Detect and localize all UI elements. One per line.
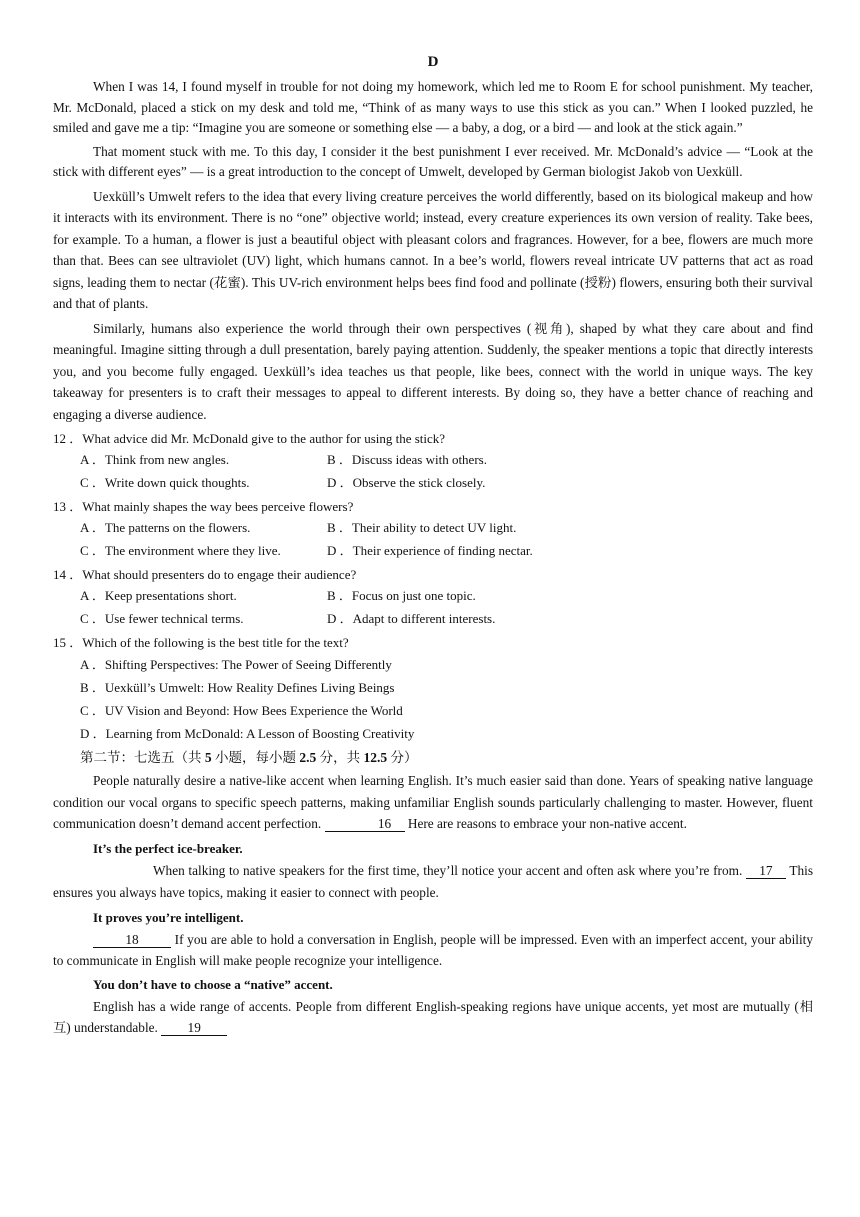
section-2-points-each: 2.5: [299, 750, 317, 765]
question-13-option-a[interactable]: A ．The patterns on the flowers.: [80, 520, 251, 535]
question-13-stem: 13 ．What mainly shapes the way bees perceive flowers?: [53, 499, 354, 514]
passage2-paragraph-3-text: English has a wide range of accents. People from different English-speaking regions have unique accents, yet most are mutually (相互) understandable.: [53, 998, 813, 1035]
question-15-option-c[interactable]: C ．UV Vision and Beyond: How Bees Experience the World: [80, 703, 403, 718]
passage2-heading-1: It’s the perfect ice-breaker.: [93, 840, 243, 856]
passage2-intro-after: Here are reasons to embrace your non-native accent.: [407, 816, 687, 831]
passage2-intro: [53, 770, 813, 835]
section-2-title-mid: 小题，每小题: [211, 750, 300, 765]
question-13-option-c[interactable]: C ．The environment where they live.: [80, 542, 281, 558]
section-2-title-prefix: 第二节：七选五（共: [80, 750, 205, 765]
question-14-option-d[interactable]: D ．Adapt to different interests.: [327, 610, 496, 626]
question-12-options-row-1: [53, 449, 813, 472]
question-13-options-row-2: [53, 540, 813, 563]
section-2-count: 5: [204, 750, 212, 765]
passage2-paragraph-2: [53, 929, 813, 971]
section-letter: D: [427, 54, 439, 70]
question-14-option-b[interactable]: B ．Focus on just one topic.: [327, 588, 476, 603]
question-13-options-row-1: [53, 517, 813, 540]
passage-paragraph-1: When I was 14, I found myself in trouble for not doing my homework, which led me to Room E for school punishment. My teacher, Mr. McDonald, placed a stick on my desk and told me, “Think of as many ways to use this stick as you can.” When I looked puzzled, he smiled and gave me a tip: “Imagine you are someone or something else — a baby, a dog, or a bird — and look at the stick again.”: [53, 79, 813, 135]
passage2-paragraph-2-text: If you are able to hold a conversation in English, people will be impressed. Even with an imperfect accent, your ability to communicate in English will make people recognize your intelligence.: [53, 931, 813, 968]
question-14-stem: 14 ．What should presenters do to engage their audience?: [53, 567, 357, 582]
question-15-stem: 15 ．Which of the following is the best title for the text?: [53, 635, 349, 650]
passage-paragraph-3: Uexküll’s Umwelt refers to the idea that every living creature perceives the world differently, based on its biological makeup and how it interacts with its environment. There is no “one” objective world; instead, every creature experiences its own version of reality. Take bees, for example. To a human, a flower is just a beautiful object with pleasant colors and fragrances. However, for a bee, flowers are much more than that. Bees can see ultraviolet (UV) light, which humans cannot. In a bee’s world, flowers reveal intricate UV patterns that act as road signs, leading them to nectar (花蜜). This UV-rich environment helps bees find food and pollinate (授粉) flowers, ensuring both their survival and that of plants.: [53, 188, 813, 311]
question-13-option-d[interactable]: D ．Their experience of finding nectar.: [327, 542, 533, 558]
section-2-points-total: 12.5: [363, 750, 388, 765]
blank-18[interactable]: 18: [93, 932, 171, 948]
blank-19[interactable]: 19: [161, 1020, 227, 1036]
passage2-intro-text: People naturally desire a native-like accent when learning English. It’s much easier said than done. Years of speaking native language condition our vocal organs to specific speech patterns, making unfamiliar English sounds particularly challenging to master. However, fluent communication doesn’t demand accent perfection.: [53, 773, 813, 831]
question-12-option-b[interactable]: B ．Discuss ideas with others.: [327, 452, 487, 467]
question-12-option-c[interactable]: C ．Write down quick thoughts.: [80, 474, 250, 490]
question-12-option-a[interactable]: A ．Think from new angles.: [80, 452, 230, 467]
question-15-option-a[interactable]: A ．Shifting Perspectives: The Power of Seeing Differently: [80, 657, 392, 672]
question-14-option-a[interactable]: A ．Keep presentations short.: [80, 588, 237, 603]
section-2-title-mid2: 分，共: [316, 750, 364, 765]
passage2-paragraph-3: [53, 996, 813, 1038]
question-12-option-d[interactable]: D ．Observe the stick closely.: [327, 474, 486, 490]
blank-17[interactable]: 17: [746, 863, 786, 879]
question-12-stem: 12 ．What advice did Mr. McDonald give to the author for using the stick?: [53, 431, 446, 446]
passage2-heading-2: It proves you’re intelligent.: [93, 909, 244, 925]
question-14-option-c[interactable]: C ．Use fewer technical terms.: [80, 610, 244, 626]
question-14-options-row-1: [53, 585, 813, 608]
question-15-option-b[interactable]: B ．Uexküll’s Umwelt: How Reality Defines Living Beings: [80, 680, 395, 695]
question-12-options-row-2: [53, 472, 813, 495]
section-2-title-suffix: 分）: [387, 750, 418, 765]
passage2-heading-3: You don’t have to choose a “native” accent.: [93, 976, 333, 992]
section-2-title: [53, 746, 813, 770]
passage2-paragraph-1-text: When talking to native speakers for the first time, they’ll notice your accent and often ask where you’re from.: [153, 862, 743, 878]
passage2-paragraph-1: [53, 860, 813, 904]
exam-page: [53, 54, 813, 1041]
question-14-options-row-2: [53, 608, 813, 631]
question-13-option-b[interactable]: B ．Their ability to detect UV light.: [327, 520, 517, 535]
passage2-paragraph-1-after: This ensures you always have topics, making it easier to connect with people.: [53, 862, 813, 900]
passage-paragraph-2: That moment stuck with me. To this day, I consider it the best punishment I ever received. Mr. McDonald’s advice — “Look at the stick with different eyes” — is a great introduction to the concept of Umwelt, developed by German biologist Jakob von Uexküll.: [53, 143, 813, 179]
passage-paragraph-4: Similarly, humans also experience the world through their own perspectives (视角), shaped by what they care about and find meaningful. Imagine sitting through a dull presentation, barely paying attention. Suddenly, the speaker mentions a topic that directly interests you, and you become fully engaged. Uexküll’s idea teaches us that people, like bees, connect with the world in unique ways. The key takeaway for presenters is to craft their messages to appeal to different interests. By doing so, they have a better chance of reaching and engaging a diverse audience.: [53, 320, 813, 422]
blank-16[interactable]: 16: [325, 816, 405, 832]
question-15-option-d[interactable]: D ．Learning from McDonald: A Lesson of Boosting Creativity: [80, 726, 415, 741]
